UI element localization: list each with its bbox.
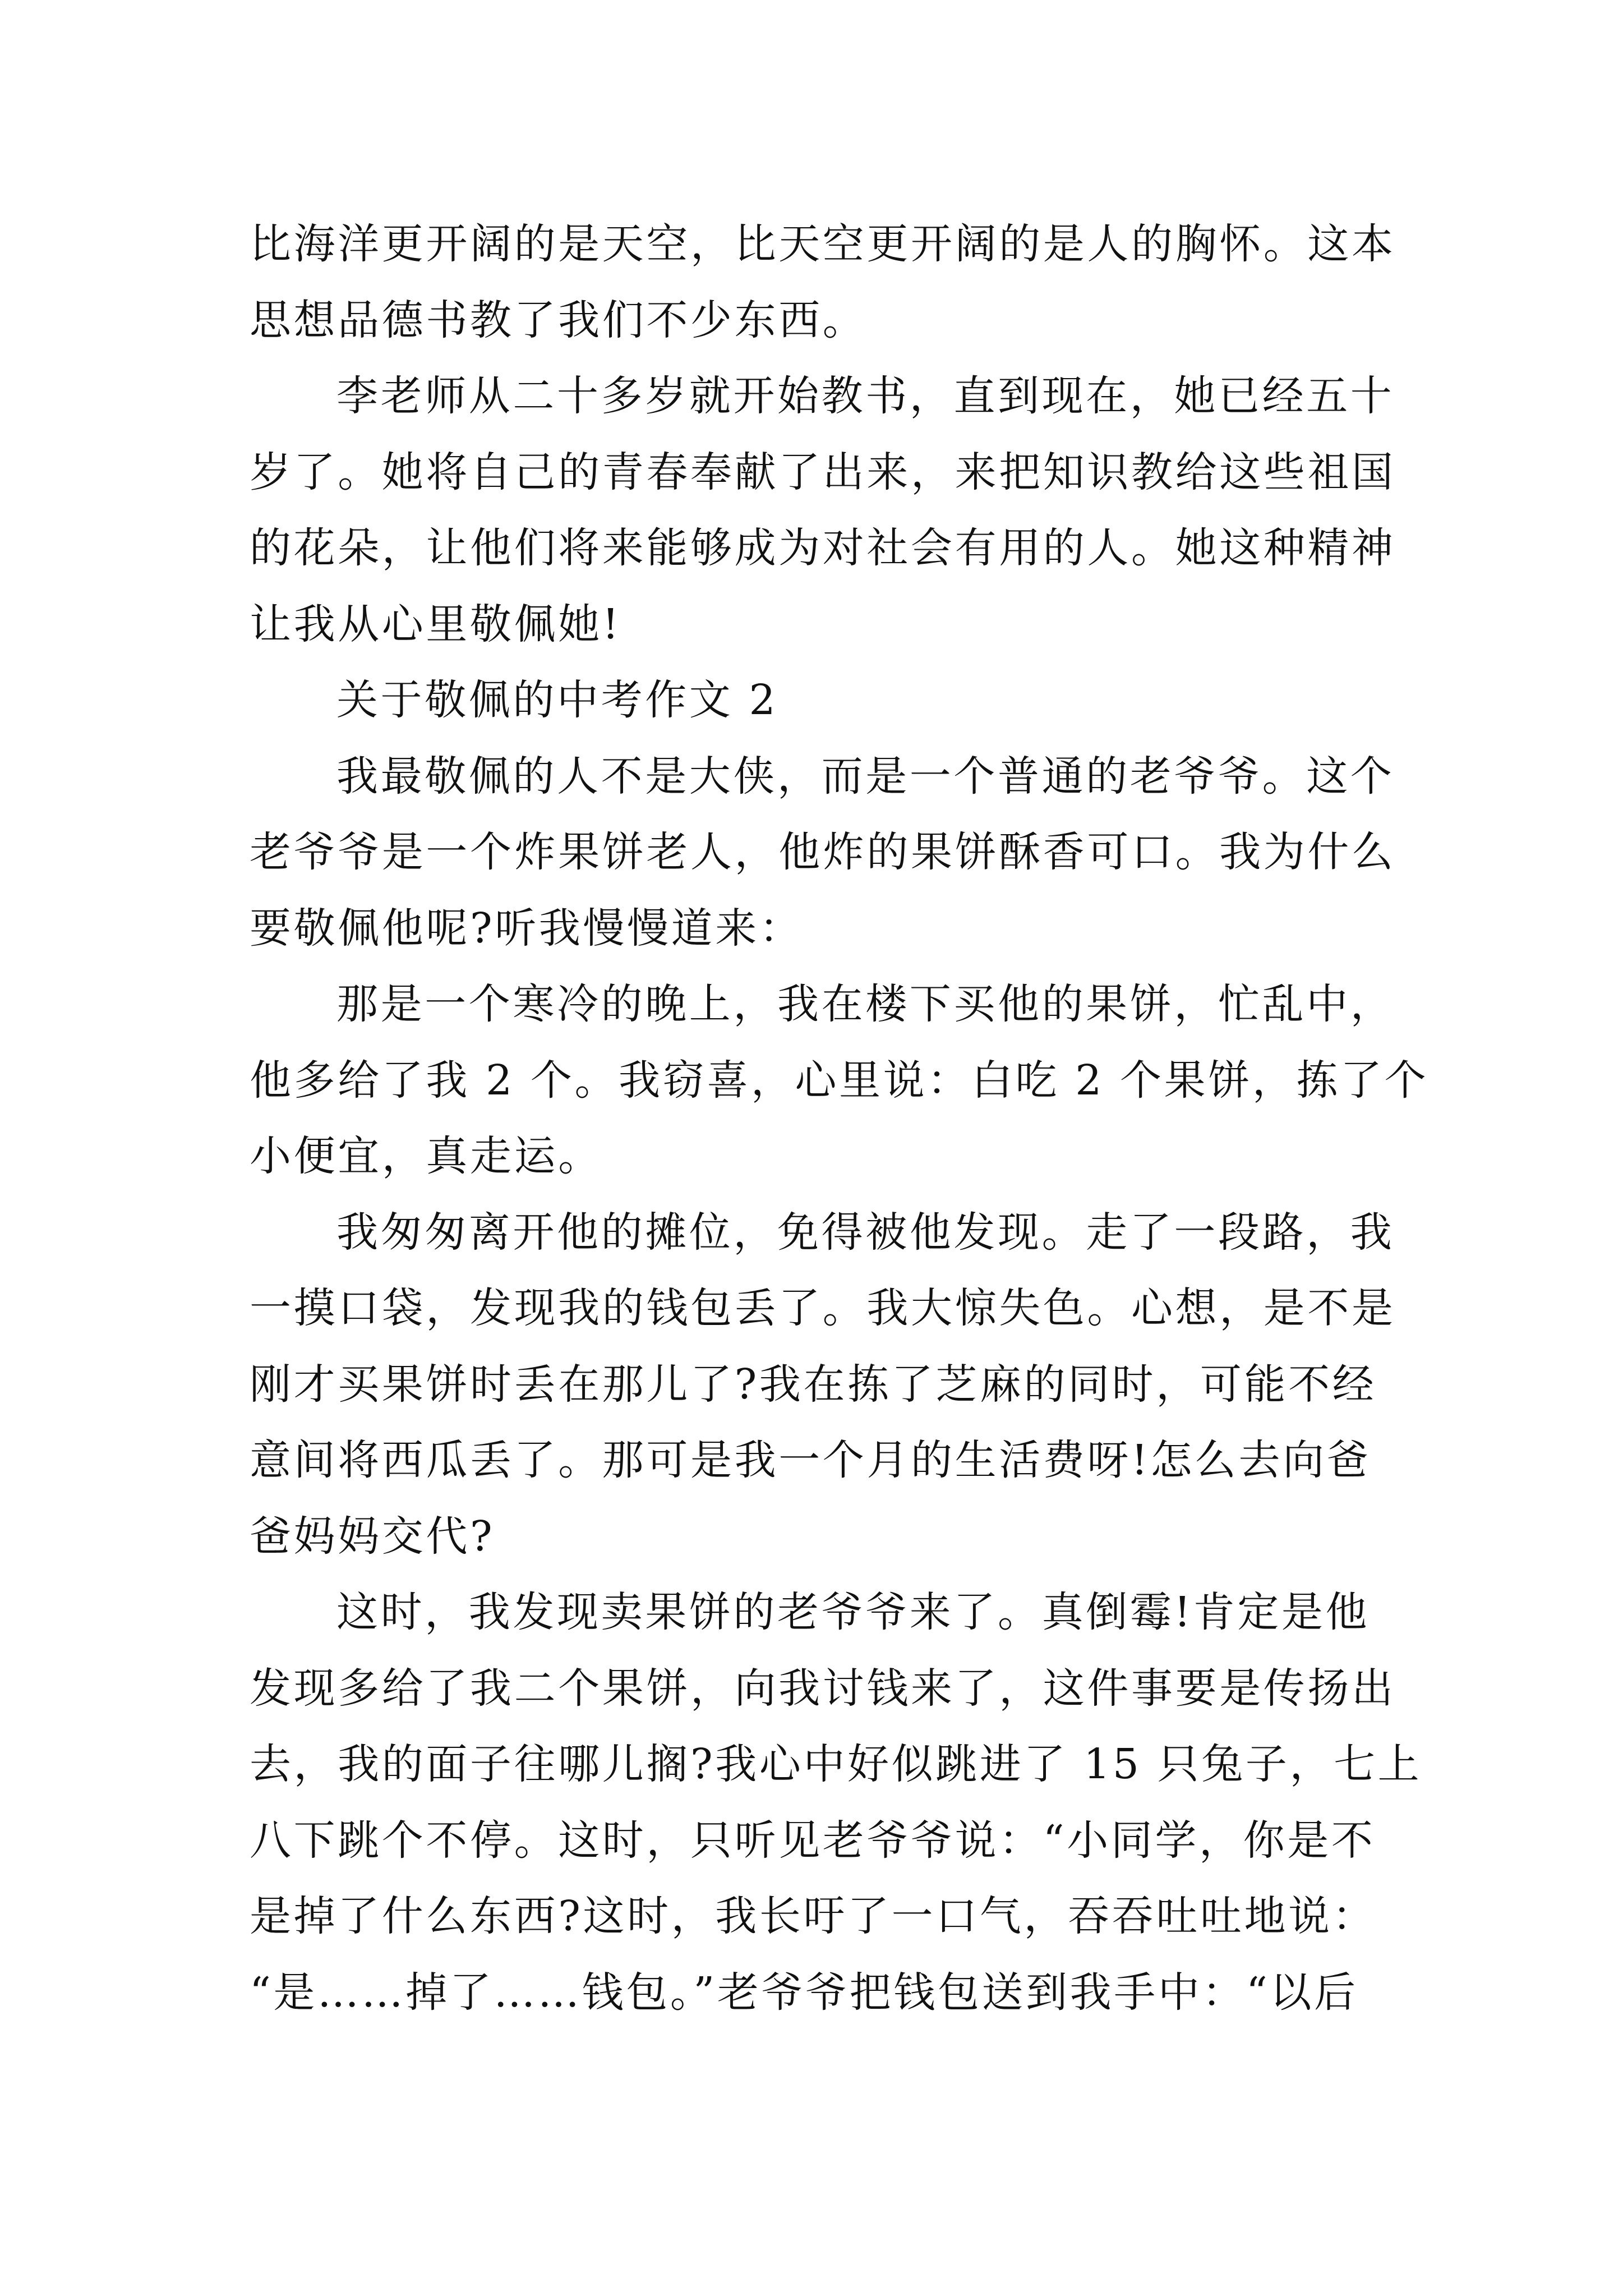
- text-line: 这时，我发现卖果饼的老爷爷来了。真倒霉!肯定是他: [336, 1588, 1370, 1636]
- essay-body: [250, 206, 1429, 2031]
- text-line: 我匆匆离开他的摊位，免得被他发现。走了一段路，我: [336, 1208, 1395, 1257]
- text-line: 比海洋更开阔的是天空，比天空更开阔的是人的胸怀。这本: [250, 220, 1396, 268]
- text-line: 爸妈妈交代?: [250, 1512, 495, 1561]
- text-line: 去，我的面子往哪儿搁?我心中好似跳进了 15 只兔子，七上: [250, 1740, 1422, 1788]
- section-heading: 关于敬佩的中考作文 2: [336, 676, 778, 724]
- text-line: 要敬佩他呢?听我慢慢道来：: [250, 904, 804, 953]
- text-line: 意间将西瓜丢了。那可是我一个月的生活费呀!怎么去向爸: [250, 1436, 1371, 1484]
- text-line: 刚才买果饼时丢在那儿了?我在拣了芝麻的同时，可能不经: [250, 1360, 1377, 1409]
- text-line: 岁了。她将自己的青春奉献了出来，来把知识教给这些祖国: [250, 448, 1396, 496]
- text-line: 我最敬佩的人不是大侠，而是一个普通的老爷爷。这个: [336, 752, 1395, 800]
- text-line: 发现多给了我二个果饼，向我讨钱来了，这件事要是传扬出: [250, 1664, 1396, 1713]
- text-line: 那是一个寒冷的晚上，我在楼下买他的果饼，忙乱中，: [336, 980, 1395, 1028]
- text-line: 小便宜，真走运。: [250, 1132, 602, 1180]
- text-line: 的花朵，让他们将来能够成为对社会有用的人。她这种精神: [250, 524, 1396, 572]
- text-line: 让我从心里敬佩她!: [250, 600, 622, 648]
- text-line: 八下跳个不停。这时，只听见老爷爷说：“小同学，你是不: [250, 1816, 1376, 1865]
- text-line: “是……掉了……钱包。”老爷爷把钱包送到我手中：“以后: [250, 1968, 1358, 2017]
- text-line: 老爷爷是一个炸果饼老人，他炸的果饼酥香可口。我为什么: [250, 828, 1396, 876]
- text-line: 一摸口袋，发现我的钱包丢了。我大惊失色。心想，是不是: [250, 1284, 1396, 1332]
- text-line: 是掉了什么东西?这时，我长吁了一口气，吞吞吐吐地说：: [250, 1892, 1377, 1940]
- text-line: 他多给了我 2 个。我窃喜，心里说：白吃 2 个果饼，拣了个: [250, 1056, 1429, 1105]
- text-line: 思想品德书教了我们不少东西。: [250, 296, 867, 344]
- text-line: 李老师从二十多岁就开始教书，直到现在，她已经五十: [336, 372, 1395, 420]
